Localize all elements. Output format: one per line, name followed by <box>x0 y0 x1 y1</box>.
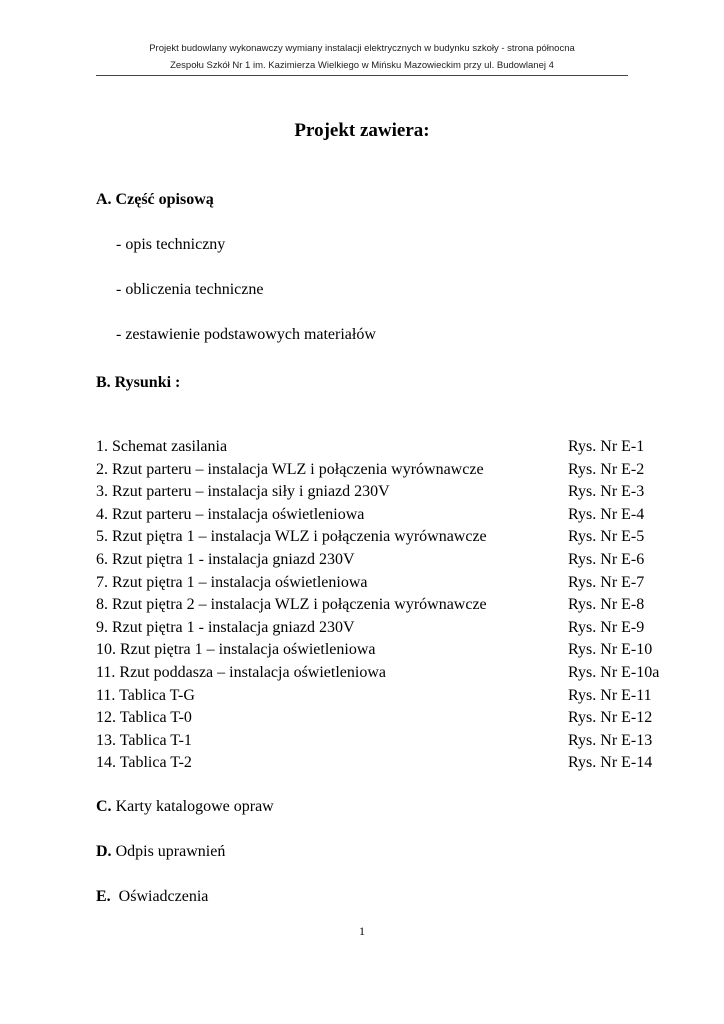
section-d <box>96 841 225 863</box>
drawing-row <box>96 639 676 662</box>
drawing-name: 14. Tablica T-2 <box>96 754 192 772</box>
drawing-row <box>96 617 676 640</box>
drawing-ref: Rys. Nr E-5 <box>568 528 645 546</box>
section-e-letter: E. <box>96 888 111 905</box>
drawing-row <box>96 436 676 459</box>
header-line-1: Projekt budowlany wykonawczy wymiany instalacji elektrycznych w budynku szkoły - strona północna <box>149 43 575 54</box>
section-c-letter: C. <box>96 798 112 815</box>
section-c <box>96 796 274 818</box>
drawing-name: 4. Rzut parteru – instalacja oświetleniowa <box>96 505 365 523</box>
drawing-row <box>96 707 676 730</box>
document-title: Projekt zawiera: <box>294 120 430 141</box>
drawing-row <box>96 594 676 617</box>
drawing-ref: Rys. Nr E-10 <box>568 641 653 659</box>
drawing-row <box>96 752 676 775</box>
drawing-name: 8. Rzut piętra 2 – instalacja WLZ i połączenia wyrównawcze <box>96 596 487 614</box>
drawing-row <box>96 685 676 708</box>
drawing-row <box>96 662 676 685</box>
section-a-item: - obliczenia techniczne <box>116 281 264 298</box>
header-divider <box>96 75 628 76</box>
drawing-ref: Rys. Nr E-14 <box>568 754 653 772</box>
drawing-ref: Rys. Nr E-2 <box>568 460 645 478</box>
section-b-heading: B. Rysunki : <box>96 374 181 391</box>
section-c-text: Karty katalogowe opraw <box>115 798 274 815</box>
drawing-name: 2. Rzut parteru – instalacja WLZ i połączenia wyrównawcze <box>96 460 484 478</box>
drawing-row <box>96 549 676 572</box>
section-e-text: Oświadczenia <box>114 888 209 905</box>
drawing-ref: Rys. Nr E-12 <box>568 709 653 727</box>
drawing-ref: Rys. Nr E-6 <box>568 550 645 568</box>
drawing-row <box>96 730 676 753</box>
drawing-name: 10. Rzut piętra 1 – instalacja oświetleniowa <box>96 641 376 659</box>
drawing-row <box>96 481 676 504</box>
drawing-name: 6. Rzut piętra 1 - instalacja gniazd 230V <box>96 550 355 568</box>
drawing-ref: Rys. Nr E-13 <box>568 731 653 749</box>
drawing-ref: Rys. Nr E-9 <box>568 618 645 636</box>
drawing-name: 5. Rzut piętra 1 – instalacja WLZ i połączenia wyrównawcze <box>96 528 487 546</box>
drawing-ref: Rys. Nr E-1 <box>568 438 645 455</box>
page-number: 1 <box>359 924 365 938</box>
drawing-ref: Rys. Nr E-8 <box>568 596 645 614</box>
drawings-list <box>96 436 676 775</box>
section-d-letter: D. <box>96 843 112 860</box>
drawing-name: 7. Rzut piętra 1 – instalacja oświetleniowa <box>96 573 368 591</box>
drawing-name: 12. Tablica T-0 <box>96 709 192 727</box>
header-line-2: Zespołu Szkół Nr 1 im. Kazimierza Wielkiego w Mińsku Mazowieckim przy ul. Budowlanej 4 <box>170 60 554 71</box>
drawing-ref: Rys. Nr E-10a <box>568 663 660 681</box>
section-e <box>96 886 208 908</box>
page-header <box>0 40 724 74</box>
drawing-row <box>96 526 676 549</box>
drawing-row <box>96 572 676 595</box>
section-a-item: - zestawienie podstawowych materiałów <box>116 326 376 343</box>
drawing-ref: Rys. Nr E-4 <box>568 505 645 523</box>
drawing-name: 11. Rzut poddasza – instalacja oświetleniowa <box>96 663 386 681</box>
drawing-name: 13. Tablica T-1 <box>96 731 192 749</box>
section-a-heading: A. Część opisową <box>96 191 214 208</box>
drawing-name: 9. Rzut piętra 1 - instalacja gniazd 230V <box>96 618 355 636</box>
drawing-ref: Rys. Nr E-3 <box>568 483 645 501</box>
drawing-ref: Rys. Nr E-7 <box>568 573 645 591</box>
drawing-row <box>96 459 676 482</box>
drawing-ref: Rys. Nr E-11 <box>568 686 652 704</box>
section-a-item: - opis techniczny <box>116 236 226 253</box>
section-d-text: Odpis uprawnień <box>115 843 226 860</box>
drawing-name: 1. Schemat zasilania <box>96 438 228 455</box>
drawing-name: 11. Tablica T-G <box>96 686 195 704</box>
drawing-name: 3. Rzut parteru – instalacja siły i gniazd 230V <box>96 483 390 501</box>
drawing-row <box>96 504 676 527</box>
